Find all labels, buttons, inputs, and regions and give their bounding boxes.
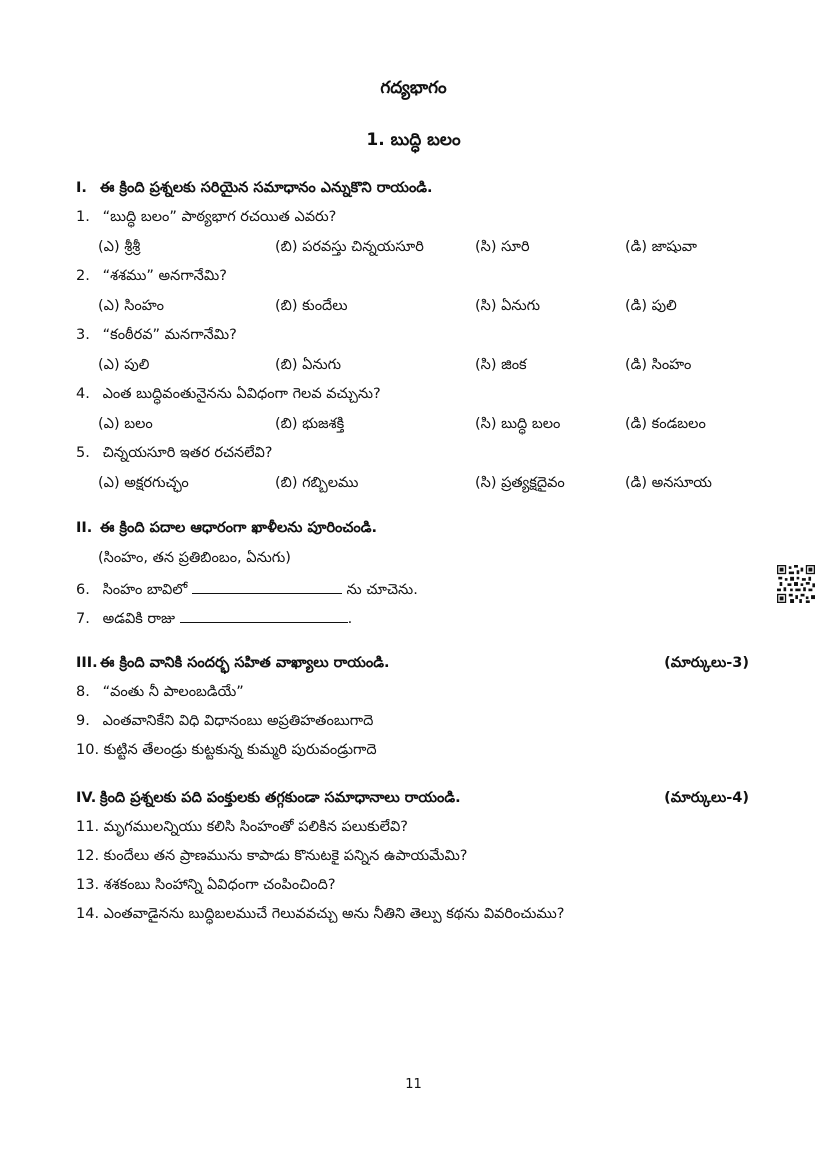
question-11 bbox=[76, 819, 408, 839]
section-3-marks: (మార్కులు-3) bbox=[664, 655, 749, 671]
question-6 bbox=[76, 579, 418, 602]
word-hint: (సింహం, తన ప్రతిబింబం, ఏనుగు) bbox=[98, 550, 291, 566]
question-9 bbox=[76, 713, 373, 733]
question-8 bbox=[76, 684, 244, 704]
question-number: 10. bbox=[76, 742, 100, 758]
section-1-title bbox=[76, 180, 433, 200]
option-b: (బి) గబ్బిలము bbox=[275, 475, 359, 491]
section-2-number: II. bbox=[76, 520, 93, 536]
question-text-after: . bbox=[347, 611, 353, 627]
option-d: (డి) కండబలం bbox=[625, 416, 706, 432]
question-number: 7. bbox=[76, 611, 90, 627]
option-c: (సి) బుద్ధి బలం bbox=[475, 416, 561, 432]
question-number: 5. bbox=[76, 445, 90, 461]
question-text: ఎంతవానికేని విధి విధానంబు అప్రతిహతంబుగాదె bbox=[102, 713, 374, 729]
question-text: మృగములన్నియు కలిసి సింహంతో పలికిన పలుకులేవి? bbox=[103, 819, 408, 835]
question-number: 4. bbox=[76, 386, 90, 402]
section-1-number: I. bbox=[76, 180, 87, 196]
question-7 bbox=[76, 608, 352, 631]
option-a: (ఎ) శ్రీశ్రీ bbox=[98, 239, 141, 255]
question-2 bbox=[76, 268, 227, 288]
section-4-marks: (మార్కులు-4) bbox=[664, 790, 749, 806]
question-number: 2. bbox=[76, 268, 90, 284]
question-text: కుందేలు తన ప్రాణమును కాపాడు కొనుటకై పన్నిన ఉపాయమేమి? bbox=[103, 848, 468, 864]
question-text: “బుద్ధి బలం” పాఠ్యభాగ రచయిత ఎవరు? bbox=[102, 209, 337, 225]
option-a: (ఎ) అక్షరగుచ్ఛం bbox=[98, 475, 189, 491]
option-b: (బి) కుందేలు bbox=[275, 298, 348, 314]
question-number: 6. bbox=[76, 582, 90, 598]
question-13 bbox=[76, 877, 336, 897]
question-text: చిన్నయసూరి ఇతర రచనలేవి? bbox=[102, 445, 273, 461]
question-text: కుట్టిన తేలండ్రు కుట్టకున్న కుమ్మరి పురువండ్రుగాదె bbox=[103, 742, 377, 758]
section-2-text: ఈ క్రింది పదాల ఆధారంగా ఖాళీలను పూరించండి. bbox=[100, 520, 378, 536]
question-14 bbox=[76, 906, 564, 926]
question-number: 11. bbox=[76, 819, 100, 835]
option-d: (డి) పులి bbox=[625, 298, 677, 314]
question-10 bbox=[76, 742, 377, 762]
option-a: (ఎ) బలం bbox=[98, 416, 153, 432]
question-text-before: సింహం బావిలో bbox=[102, 582, 188, 598]
question-number: 3. bbox=[76, 327, 90, 343]
question-text-after: ను చూచెను. bbox=[346, 582, 418, 598]
option-a: (ఎ) పులి bbox=[98, 357, 150, 373]
option-d: (డి) జాషువా bbox=[625, 239, 697, 255]
section-4-title bbox=[76, 790, 461, 810]
question-text: ఎంత బుద్ధివంతునైనను ఏవిధంగా గెలవ వచ్చును? bbox=[102, 386, 381, 402]
option-b: (బి) ఏనుగు bbox=[275, 357, 342, 373]
option-c: (సి) ఏనుగు bbox=[475, 298, 541, 314]
section-1-text: ఈ క్రింది ప్రశ్నలకు సరియైన సమాధానం ఎన్నుకొని రాయండి. bbox=[100, 180, 433, 196]
section-3-text: ఈ క్రింది వానికి సందర్భ సహిత వాఖ్యాలు రాయండి. bbox=[100, 655, 390, 671]
question-number: 1. bbox=[76, 209, 90, 225]
question-3 bbox=[76, 327, 237, 347]
option-c: (సి) జింక bbox=[475, 357, 527, 373]
question-number: 9. bbox=[76, 713, 90, 729]
question-text: “కంఠీరవ” మనగానేమి? bbox=[102, 327, 237, 343]
option-c: (సి) ప్రత్యక్షదైవం bbox=[475, 475, 565, 491]
option-a: (ఎ) సింహం bbox=[98, 298, 164, 314]
option-d: (డి) అనసూయ bbox=[625, 475, 712, 491]
fill-in-blank bbox=[180, 608, 348, 623]
option-c: (సి) సూరి bbox=[475, 239, 530, 255]
question-1 bbox=[76, 209, 336, 229]
question-text: “వంతు నీ పాలంబడియే” bbox=[102, 684, 244, 700]
question-text-before: అడవికి రాజు bbox=[102, 611, 176, 627]
qr-code-icon bbox=[777, 565, 815, 603]
question-number: 13. bbox=[76, 877, 100, 893]
question-12 bbox=[76, 848, 468, 868]
section-heading: గద్యభాగం bbox=[380, 78, 447, 98]
question-text: ఎంతవాడైనను బుద్ధిబలముచే గెలువవచ్చు అను నీతిని తెల్పు కథను వివరించుము? bbox=[103, 906, 565, 922]
fill-in-blank bbox=[192, 579, 342, 594]
option-b: (బి) పరవస్తు చిన్నయసూరి bbox=[275, 239, 424, 255]
question-text: శశకంబు సింహాన్ని ఏవిధంగా చంపించింది? bbox=[103, 877, 336, 893]
question-number: 8. bbox=[76, 684, 90, 700]
page-number: 11 bbox=[405, 1077, 422, 1092]
option-b: (బి) భుజశక్తి bbox=[275, 416, 345, 432]
lesson-title: 1. బుద్ధి బలం bbox=[366, 130, 461, 150]
question-number: 14. bbox=[76, 906, 100, 922]
section-4-text: క్రింది ప్రశ్నలకు పది పంక్తులకు తగ్గకుండా సమాధానాలు రాయండి. bbox=[100, 790, 461, 806]
section-4-number: IV. bbox=[76, 790, 97, 806]
question-number: 12. bbox=[76, 848, 100, 864]
question-4 bbox=[76, 386, 381, 406]
section-2-title bbox=[76, 520, 377, 540]
option-d: (డి) సింహం bbox=[625, 357, 692, 373]
question-text: “శశము” అనగానేమి? bbox=[102, 268, 227, 284]
question-5 bbox=[76, 445, 272, 465]
section-3-number: III. bbox=[76, 655, 98, 671]
section-3-title bbox=[76, 655, 389, 675]
